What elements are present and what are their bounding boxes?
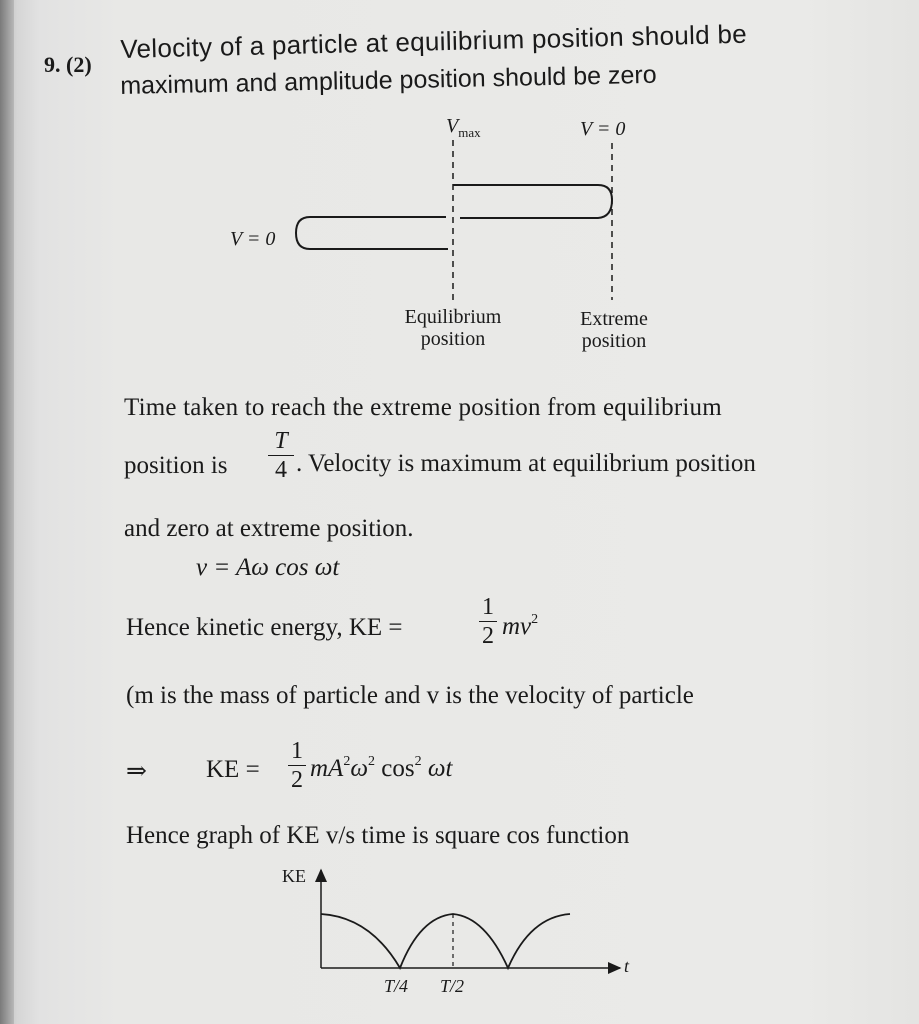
mass-velocity-note: (m is the mass of particle and v is the velocity of particle	[126, 682, 694, 709]
t-over-4-fraction: T 4	[268, 428, 294, 483]
ke-time-graph	[270, 862, 650, 1002]
vmax-label: $V_{max}$	[446, 115, 481, 140]
half-fraction-2: 1 2	[288, 738, 306, 793]
y-axis-label: KE	[282, 866, 306, 886]
answer-option: (2)	[66, 52, 92, 77]
lower-path	[296, 217, 448, 249]
tick-t-quarter: T/4	[383, 976, 409, 996]
equilibrium-label-line2: position	[420, 328, 486, 350]
time-taken-line1: Time taken to reach the extreme position from equilibrium	[124, 394, 722, 421]
x-axis-label: t	[624, 956, 630, 976]
velocity-equation: v = Aω cos ωt	[196, 554, 340, 581]
extreme-label-line1: Extreme	[580, 308, 648, 330]
extreme-label-line2: position	[581, 330, 647, 352]
v-zero-left-label: V = 0	[230, 228, 276, 250]
ke-curve	[321, 914, 570, 968]
equilibrium-label-line1: Equilibrium	[404, 306, 502, 328]
tick-t-half: T/2	[439, 976, 465, 996]
time-taken-line3: and zero at extreme position.	[124, 515, 414, 542]
upper-path	[453, 185, 612, 218]
time-taken-line2-post: . Velocity is maximum at equilibrium position	[296, 450, 756, 477]
implies-symbol: ⇒	[126, 758, 147, 785]
time-taken-line2-pre: position is	[124, 452, 228, 479]
question-statement-line1: Velocity of a particle at equilibrium position should be	[120, 18, 748, 64]
question-number: 9. (2)	[44, 52, 92, 77]
kinetic-energy-pre: Hence kinetic energy, KE =	[126, 614, 403, 641]
page-binding-edge	[0, 0, 14, 1024]
ke2-expression: $mA^2\omega^2$ $\cos^2 \omega t$	[310, 754, 453, 782]
oscillation-diagram	[220, 105, 700, 365]
ke2-pre: KE =	[206, 756, 260, 783]
v-zero-right-label: V = 0	[580, 118, 626, 140]
question-statement-line2: maximum and amplitude position should be zero	[120, 60, 657, 100]
graph-caption: Hence graph of KE v/s time is square cos function	[126, 822, 630, 849]
half-fraction-1: 1 2	[479, 594, 497, 649]
kinetic-energy-mv2: $mv^2$	[502, 612, 539, 640]
